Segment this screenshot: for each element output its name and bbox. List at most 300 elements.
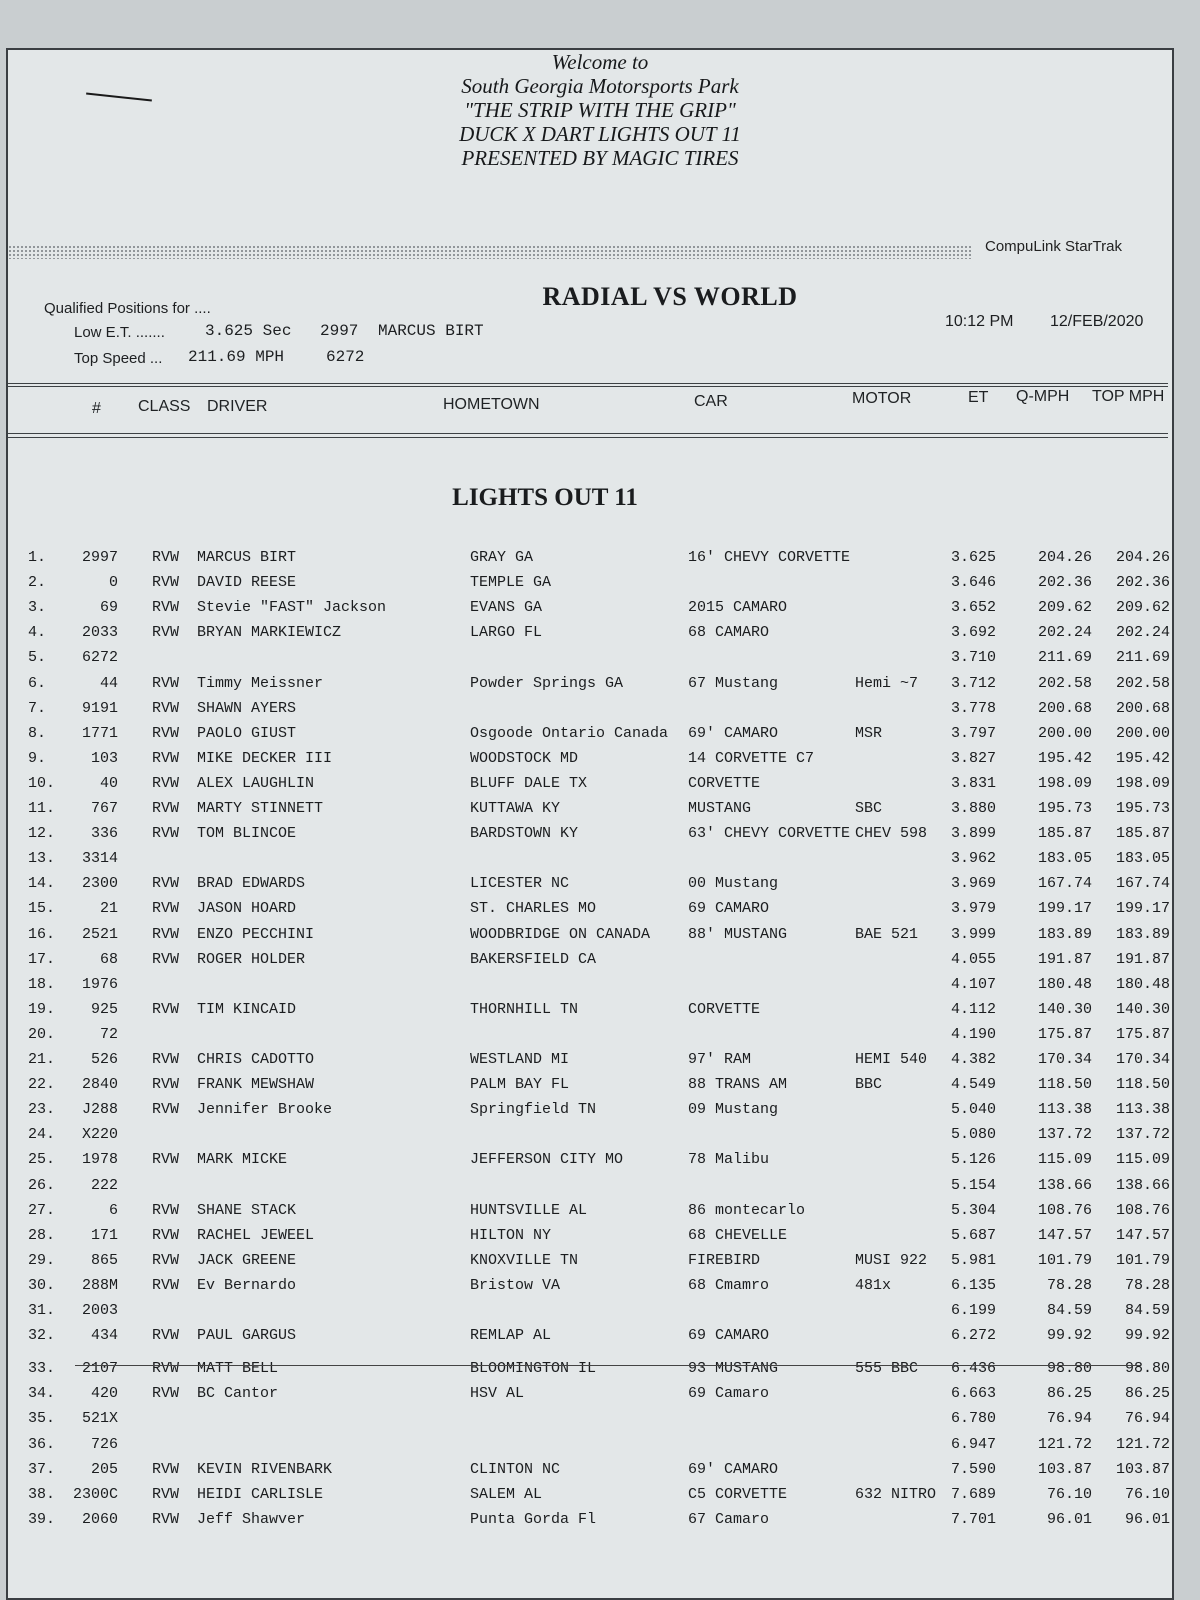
row-position: 22. <box>28 1076 56 1093</box>
hometown: REMLAP AL <box>470 1327 552 1344</box>
row-position: 21. <box>28 1051 56 1068</box>
top-mph: 202.58 <box>1115 675 1170 692</box>
qualifying-mph: 204.26 <box>1037 549 1092 566</box>
top-mph: 211.69 <box>1115 649 1170 666</box>
elapsed-time: 3.831 <box>950 775 996 792</box>
car-model: 69 CAMARO <box>688 1327 770 1344</box>
car-model: 67 Mustang <box>688 675 779 692</box>
driver-name: ENZO PECCHINI <box>197 926 315 943</box>
car-model: 68 CAMARO <box>688 624 770 641</box>
top-mph: 99.92 <box>1124 1327 1170 1344</box>
car-model: 69 CAMARO <box>688 900 770 917</box>
hometown: HSV AL <box>470 1385 525 1402</box>
car-model: 67 Camaro <box>688 1511 770 1528</box>
qualifying-mph: 108.76 <box>1037 1202 1092 1219</box>
row-position: 1. <box>28 549 47 566</box>
elapsed-time: 4.190 <box>950 1026 996 1043</box>
car-number: 2997 <box>81 549 118 566</box>
top-mph: 84.59 <box>1124 1302 1170 1319</box>
class-code: RVW <box>152 1486 180 1503</box>
elapsed-time: 7.689 <box>950 1486 996 1503</box>
low-et-driver: MARCUS BIRT <box>378 322 484 340</box>
welcome-header <box>0 50 1200 170</box>
row-position: 18. <box>28 976 56 993</box>
row-position: 23. <box>28 1101 56 1118</box>
car-model: 93 MUSTANG <box>688 1360 779 1377</box>
elapsed-time: 5.304 <box>950 1202 996 1219</box>
row-position: 25. <box>28 1151 56 1168</box>
top-mph: 167.74 <box>1115 875 1170 892</box>
top-mph: 195.42 <box>1115 750 1170 767</box>
qualifying-mph: 147.57 <box>1037 1227 1092 1244</box>
track-slogan: "THE STRIP WITH THE GRIP" <box>464 98 736 122</box>
top-mph: 147.57 <box>1115 1227 1170 1244</box>
hometown: ST. CHARLES MO <box>470 900 597 917</box>
header-rule-bottom-2 <box>8 437 1168 438</box>
table-row <box>0 1360 1200 1385</box>
col-et: ET <box>968 389 989 406</box>
qualifying-mph: 185.87 <box>1037 825 1092 842</box>
car-number: 2033 <box>81 624 118 641</box>
motor: 555 BBC <box>855 1360 919 1377</box>
class-code: RVW <box>152 1227 180 1244</box>
motor: 481x <box>855 1277 892 1294</box>
car-number: 44 <box>99 675 118 692</box>
table-row <box>0 1101 1200 1126</box>
report-time: 10:12 PM <box>945 313 1014 330</box>
class-code: RVW <box>152 926 180 943</box>
hometown: Bristow VA <box>470 1277 561 1294</box>
top-mph: 191.87 <box>1115 951 1170 968</box>
table-row <box>0 574 1200 599</box>
motor: CHEV 598 <box>855 825 928 842</box>
car-number: 434 <box>90 1327 118 1344</box>
qualifying-mph: 99.92 <box>1046 1327 1092 1344</box>
class-code: RVW <box>152 825 180 842</box>
top-mph: 76.10 <box>1124 1486 1170 1503</box>
row-position: 9. <box>28 750 47 767</box>
driver-name: KEVIN RIVENBARK <box>197 1461 333 1478</box>
car-number: 3314 <box>81 850 118 867</box>
elapsed-time: 7.701 <box>950 1511 996 1528</box>
col-qmph: Q-MPH <box>1016 388 1070 405</box>
row-position: 35. <box>28 1410 56 1427</box>
table-row <box>0 1001 1200 1026</box>
top-mph: 199.17 <box>1115 900 1170 917</box>
col-top-mph: TOP MPH <box>1092 388 1165 405</box>
qualifying-mph: 76.10 <box>1046 1486 1092 1503</box>
row-position: 11. <box>28 800 56 817</box>
car-model: C5 CORVETTE <box>688 1486 788 1503</box>
elapsed-time: 5.981 <box>950 1252 996 1269</box>
table-row <box>0 1511 1200 1536</box>
hometown: JEFFERSON CITY MO <box>470 1151 624 1168</box>
track-name: South Georgia Motorsports Park <box>461 74 739 98</box>
elapsed-time: 6.947 <box>950 1436 996 1453</box>
motor: BBC <box>855 1076 883 1093</box>
row-position: 38. <box>28 1486 56 1503</box>
elapsed-time: 6.663 <box>950 1385 996 1402</box>
elapsed-time: 6.780 <box>950 1410 996 1427</box>
car-number: 2300C <box>72 1486 118 1503</box>
car-model: 69' CAMARO <box>688 725 779 742</box>
qualifying-mph: 84.59 <box>1046 1302 1092 1319</box>
qualifying-mph: 195.42 <box>1037 750 1092 767</box>
driver-name: RACHEL JEWEEL <box>197 1227 315 1244</box>
car-number: 2521 <box>81 926 118 943</box>
driver-name: FRANK MEWSHAW <box>197 1076 315 1093</box>
car-number: 767 <box>90 800 118 817</box>
driver-name: BRYAN MARKIEWICZ <box>197 624 342 641</box>
class-code: RVW <box>152 700 180 717</box>
elapsed-time: 3.797 <box>950 725 996 742</box>
car-number: 2060 <box>81 1511 118 1528</box>
event-sponsor: PRESENTED BY MAGIC TIRES <box>461 146 739 170</box>
top-mph: 202.36 <box>1115 574 1170 591</box>
hometown: BAKERSFIELD CA <box>470 951 597 968</box>
driver-name: MARK MICKE <box>197 1151 288 1168</box>
table-row <box>0 1277 1200 1302</box>
table-row <box>0 1202 1200 1227</box>
qualifying-mph: 191.87 <box>1037 951 1092 968</box>
class-code: RVW <box>152 1385 180 1402</box>
top-mph: 140.30 <box>1115 1001 1170 1018</box>
car-number: 222 <box>90 1177 118 1194</box>
car-number: 72 <box>99 1026 118 1043</box>
col-driver: DRIVER <box>207 398 268 415</box>
top-mph: 180.48 <box>1115 976 1170 993</box>
top-mph: 113.38 <box>1115 1101 1170 1118</box>
elapsed-time: 5.154 <box>950 1177 996 1194</box>
class-code: RVW <box>152 750 180 767</box>
qualifying-mph: 115.09 <box>1037 1151 1092 1168</box>
table-row <box>0 1076 1200 1101</box>
top-speed-label: Top Speed ... <box>74 350 163 367</box>
row-position: 10. <box>28 775 56 792</box>
welcome-line: Welcome to <box>551 50 649 74</box>
elapsed-time: 3.710 <box>950 649 996 666</box>
row-position: 30. <box>28 1277 56 1294</box>
car-number: 0 <box>108 574 118 591</box>
top-mph: 183.05 <box>1115 850 1170 867</box>
row-position: 16. <box>28 926 56 943</box>
top-mph: 78.28 <box>1124 1277 1170 1294</box>
elapsed-time: 3.999 <box>950 926 996 943</box>
row-position: 2. <box>28 574 47 591</box>
car-model: 78 Malibu <box>688 1151 770 1168</box>
driver-name: Ev Bernardo <box>197 1277 297 1294</box>
elapsed-time: 5.687 <box>950 1227 996 1244</box>
hometown: BLOOMINGTON IL <box>470 1360 597 1377</box>
row-position: 36. <box>28 1436 56 1453</box>
top-mph: 96.01 <box>1124 1511 1170 1528</box>
top-mph: 103.87 <box>1115 1461 1170 1478</box>
class-code: RVW <box>152 1051 180 1068</box>
class-code: RVW <box>152 1151 180 1168</box>
qualifying-mph: 202.24 <box>1037 624 1092 641</box>
qualifying-mph: 118.50 <box>1037 1076 1092 1093</box>
driver-name: ROGER HOLDER <box>197 951 306 968</box>
row-position: 14. <box>28 875 56 892</box>
car-number: 521X <box>81 1410 118 1427</box>
driver-name: MARTY STINNETT <box>197 800 324 817</box>
qualified-label: Qualified Positions for .... <box>44 300 211 317</box>
elapsed-time: 4.549 <box>950 1076 996 1093</box>
elapsed-time: 4.382 <box>950 1051 996 1068</box>
car-number: J288 <box>81 1101 118 1118</box>
row-position: 39. <box>28 1511 56 1528</box>
row-position: 7. <box>28 700 47 717</box>
elapsed-time: 3.692 <box>950 624 996 641</box>
top-mph: 86.25 <box>1124 1385 1170 1402</box>
qualifying-mph: 200.00 <box>1037 725 1092 742</box>
car-number: 2107 <box>81 1360 118 1377</box>
row-position: 34. <box>28 1385 56 1402</box>
row-position: 32. <box>28 1327 56 1344</box>
driver-name: DAVID REESE <box>197 574 297 591</box>
table-row <box>0 725 1200 750</box>
class-code: RVW <box>152 1001 180 1018</box>
class-code: RVW <box>152 800 180 817</box>
hometown: BLUFF DALE TX <box>470 775 588 792</box>
hometown: WOODBRIDGE ON CANADA <box>470 926 651 943</box>
top-mph: 209.62 <box>1115 599 1170 616</box>
table-row <box>0 1302 1200 1327</box>
motor: 632 NITRO <box>855 1486 937 1503</box>
elapsed-time: 7.590 <box>950 1461 996 1478</box>
motor: BAE 521 <box>855 926 919 943</box>
driver-name: MARCUS BIRT <box>197 549 297 566</box>
qualifying-mph: 202.58 <box>1037 675 1092 692</box>
car-number: 9191 <box>81 700 118 717</box>
table-row <box>0 549 1200 574</box>
class-code: RVW <box>152 900 180 917</box>
class-code: RVW <box>152 599 180 616</box>
motor: MSR <box>855 725 883 742</box>
car-number: 2300 <box>81 875 118 892</box>
motor: Hemi ~7 <box>855 675 919 692</box>
row-position: 37. <box>28 1461 56 1478</box>
table-row <box>0 624 1200 649</box>
class-code: RVW <box>152 951 180 968</box>
driver-name: SHAWN AYERS <box>197 700 297 717</box>
top-mph: 118.50 <box>1115 1076 1170 1093</box>
car-number: 1976 <box>81 976 118 993</box>
car-model: 09 Mustang <box>688 1101 779 1118</box>
hometown: LARGO FL <box>470 624 543 641</box>
class-code: RVW <box>152 1202 180 1219</box>
top-mph: 170.34 <box>1115 1051 1170 1068</box>
elapsed-time: 4.055 <box>950 951 996 968</box>
table-row <box>0 900 1200 925</box>
row-position: 8. <box>28 725 47 742</box>
driver-name: PAOLO GIUST <box>197 725 297 742</box>
driver-name: CHRIS CADOTTO <box>197 1051 315 1068</box>
col-car: CAR <box>694 393 728 410</box>
table-row <box>0 1486 1200 1511</box>
header-rule-bottom <box>8 433 1168 434</box>
class-code: RVW <box>152 574 180 591</box>
qualifying-mph: 211.69 <box>1037 649 1092 666</box>
table-row <box>0 1151 1200 1176</box>
row-position: 5. <box>28 649 47 666</box>
table-row <box>0 1252 1200 1277</box>
row-position: 31. <box>28 1302 56 1319</box>
table-row <box>0 800 1200 825</box>
top-speed-car: 6272 <box>326 348 365 366</box>
table-row <box>0 1177 1200 1202</box>
table-row <box>0 700 1200 725</box>
top-mph: 200.68 <box>1115 700 1170 717</box>
hometown: WOODSTOCK MD <box>470 750 579 767</box>
top-mph: 101.79 <box>1115 1252 1170 1269</box>
car-model: 2015 CAMARO <box>688 599 788 616</box>
car-number: 68 <box>99 951 118 968</box>
hometown: Springfield TN <box>470 1101 597 1118</box>
driver-name: Jennifer Brooke <box>197 1101 333 1118</box>
top-speed-value: 211.69 MPH <box>188 348 285 366</box>
car-model: 68 CHEVELLE <box>688 1227 788 1244</box>
low-et-value: 3.625 Sec <box>205 322 292 340</box>
col-hometown: HOMETOWN <box>443 396 540 413</box>
car-model: 88' MUSTANG <box>688 926 788 943</box>
qualifying-mph: 78.28 <box>1046 1277 1092 1294</box>
row-position: 13. <box>28 850 56 867</box>
table-row <box>0 875 1200 900</box>
qualifying-mph: 209.62 <box>1037 599 1092 616</box>
motor: SBC <box>855 800 883 817</box>
car-number: 336 <box>90 825 118 842</box>
car-number: 69 <box>99 599 118 616</box>
qualifying-mph: 183.05 <box>1037 850 1092 867</box>
driver-name: TIM KINCAID <box>197 1001 297 1018</box>
table-row <box>0 850 1200 875</box>
car-number: 6 <box>108 1202 118 1219</box>
hometown: PALM BAY FL <box>470 1076 570 1093</box>
class-code: RVW <box>152 549 180 566</box>
elapsed-time: 3.880 <box>950 800 996 817</box>
qualifying-mph: 76.94 <box>1046 1410 1092 1427</box>
car-number: 1978 <box>81 1151 118 1168</box>
vendor-label: CompuLink StarTrak <box>985 238 1122 255</box>
row-position: 4. <box>28 624 47 641</box>
class-code: RVW <box>152 675 180 692</box>
table-row <box>0 976 1200 1001</box>
car-model: 16' CHEVY CORVETTE <box>688 549 851 566</box>
report-date: 12/FEB/2020 <box>1050 313 1144 330</box>
row-position: 24. <box>28 1126 56 1143</box>
qualifying-mph: 170.34 <box>1037 1051 1092 1068</box>
hometown: HUNTSVILLE AL <box>470 1202 588 1219</box>
class-code: RVW <box>152 1511 180 1528</box>
qualifying-mph: 86.25 <box>1046 1385 1092 1402</box>
top-mph: 98.80 <box>1124 1360 1170 1377</box>
car-model: 69' CAMARO <box>688 1461 779 1478</box>
driver-name: PAUL GARGUS <box>197 1327 297 1344</box>
qualifying-mph: 101.79 <box>1037 1252 1092 1269</box>
hometown: KNOXVILLE TN <box>470 1252 579 1269</box>
hometown: BARDSTOWN KY <box>470 825 579 842</box>
table-row <box>0 750 1200 775</box>
driver-name: MATT BELL <box>197 1360 279 1377</box>
row-position: 19. <box>28 1001 56 1018</box>
car-number: 1771 <box>81 725 118 742</box>
top-mph: 183.89 <box>1115 926 1170 943</box>
table-row <box>0 599 1200 624</box>
car-number: 171 <box>90 1227 118 1244</box>
table-row <box>0 951 1200 976</box>
qualifying-mph: 199.17 <box>1037 900 1092 917</box>
driver-name: Jeff Shawver <box>197 1511 306 1528</box>
table-row <box>0 1126 1200 1151</box>
car-number: 205 <box>90 1461 118 1478</box>
car-model: 14 CORVETTE C7 <box>688 750 815 767</box>
qualifying-mph: 202.36 <box>1037 574 1092 591</box>
class-code: RVW <box>152 1360 180 1377</box>
row-position: 27. <box>28 1202 56 1219</box>
car-model: 97' RAM <box>688 1051 752 1068</box>
motor: HEMI 540 <box>855 1051 928 1068</box>
car-model: CORVETTE <box>688 1001 761 1018</box>
table-row <box>0 1410 1200 1435</box>
car-number: 21 <box>99 900 118 917</box>
qualifying-mph: 98.80 <box>1046 1360 1092 1377</box>
top-mph: 108.76 <box>1115 1202 1170 1219</box>
car-model: 68 Cmamro <box>688 1277 770 1294</box>
table-row <box>0 1051 1200 1076</box>
elapsed-time: 5.080 <box>950 1126 996 1143</box>
row-position: 33. <box>28 1360 56 1377</box>
class-code: RVW <box>152 1252 180 1269</box>
elapsed-time: 4.112 <box>950 1001 996 1018</box>
row-divider <box>75 1365 1140 1366</box>
driver-name: BC Cantor <box>197 1385 279 1402</box>
qualifying-mph: 121.72 <box>1037 1436 1092 1453</box>
elapsed-time: 3.827 <box>950 750 996 767</box>
car-number: 40 <box>99 775 118 792</box>
section-title: LIGHTS OUT 11 <box>452 484 638 511</box>
driver-name: Timmy Meissner <box>197 675 324 692</box>
car-number: 2840 <box>81 1076 118 1093</box>
class-code: RVW <box>152 624 180 641</box>
car-number: 6272 <box>81 649 118 666</box>
elapsed-time: 6.135 <box>950 1277 996 1294</box>
car-model: MUSTANG <box>688 800 752 817</box>
top-mph: 115.09 <box>1115 1151 1170 1168</box>
class-code: RVW <box>152 875 180 892</box>
elapsed-time: 3.646 <box>950 574 996 591</box>
car-model: 69 Camaro <box>688 1385 770 1402</box>
qualifying-mph: 175.87 <box>1037 1026 1092 1043</box>
qualifying-mph: 140.30 <box>1037 1001 1092 1018</box>
top-mph: 198.09 <box>1115 775 1170 792</box>
table-row <box>0 649 1200 674</box>
car-model: CORVETTE <box>688 775 761 792</box>
elapsed-time: 6.436 <box>950 1360 996 1377</box>
qualifying-mph: 183.89 <box>1037 926 1092 943</box>
qualifying-mph: 180.48 <box>1037 976 1092 993</box>
qualifying-mph: 138.66 <box>1037 1177 1092 1194</box>
top-mph: 200.00 <box>1115 725 1170 742</box>
driver-name: HEIDI CARLISLE <box>197 1486 324 1503</box>
elapsed-time: 3.652 <box>950 599 996 616</box>
car-number: 526 <box>90 1051 118 1068</box>
car-number: 925 <box>90 1001 118 1018</box>
hometown: CLINTON NC <box>470 1461 561 1478</box>
motor: MUSI 922 <box>855 1252 928 1269</box>
class-code: RVW <box>152 1461 180 1478</box>
elapsed-time: 3.899 <box>950 825 996 842</box>
